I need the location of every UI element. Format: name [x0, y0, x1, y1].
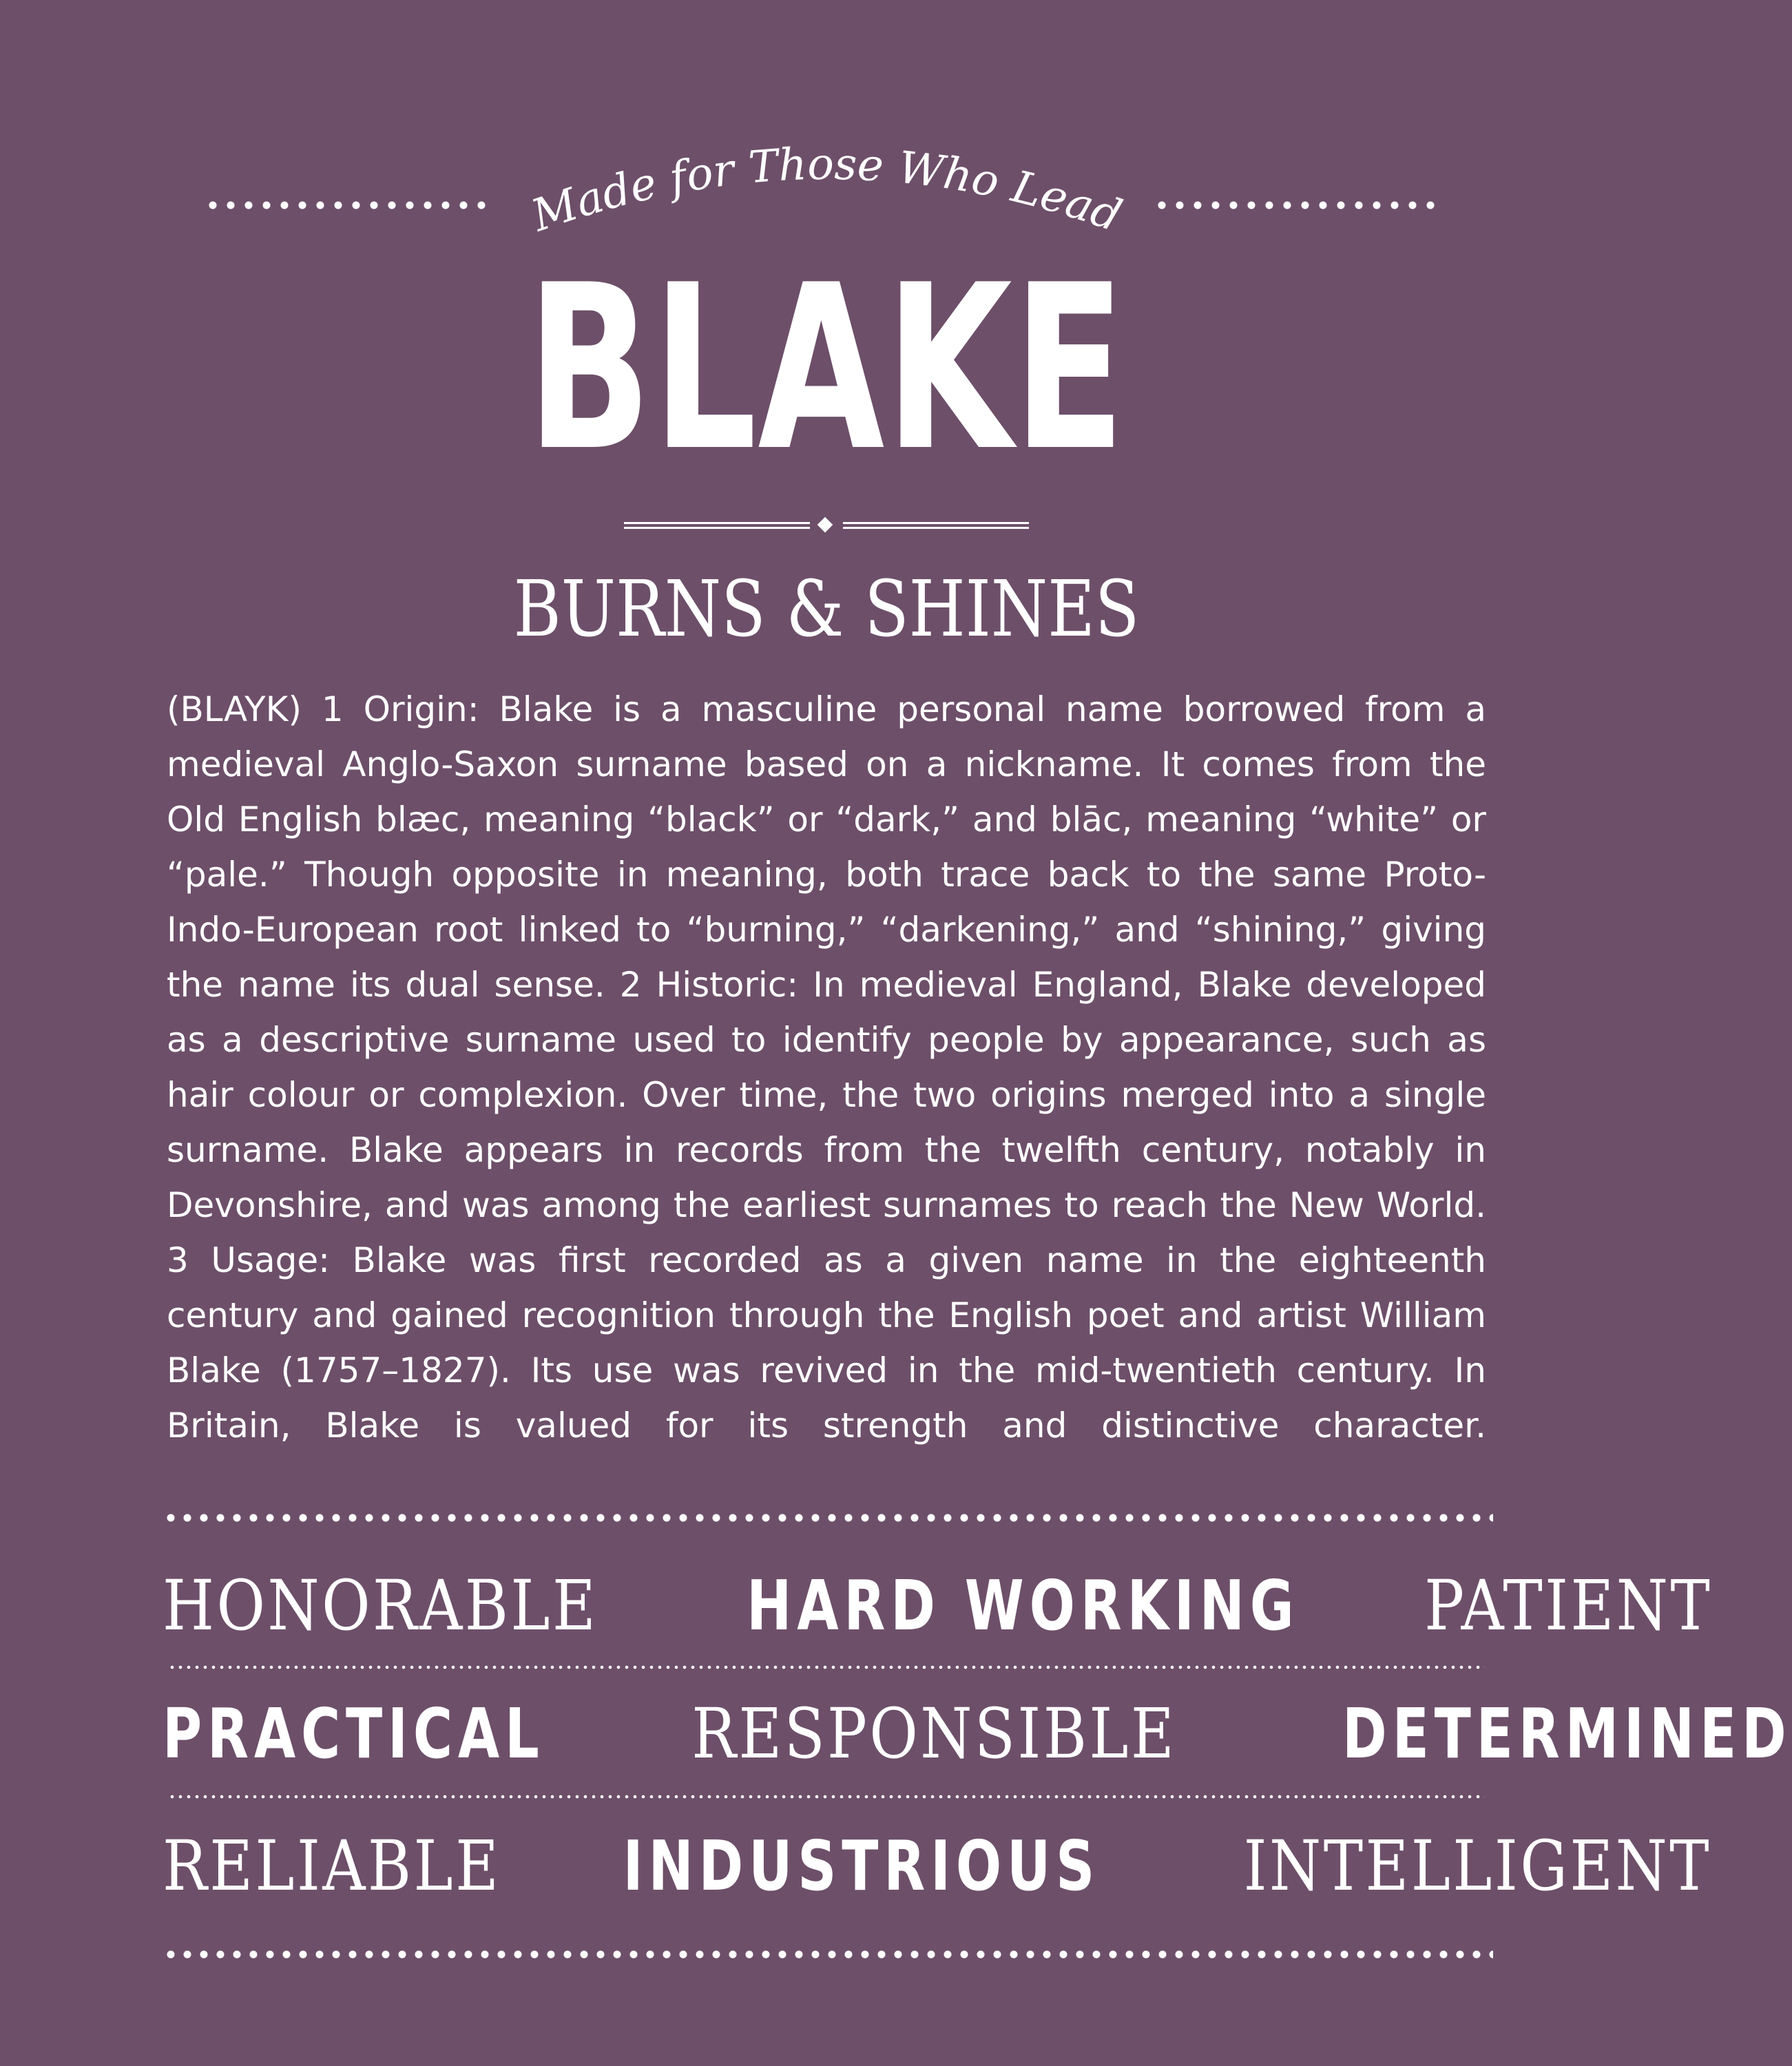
trait-patient: PATIENT [1424, 1565, 1713, 1646]
trait-honorable: HONORABLE [163, 1565, 598, 1646]
tagline-arc [523, 117, 1129, 241]
trait-responsible: RESPONSIBLE [691, 1693, 1177, 1774]
trait-practical: PRACTICAL [163, 1693, 545, 1774]
ornament-divider [624, 516, 1029, 537]
dotted-separator-1 [168, 1665, 1485, 1669]
trait-hard-working: HARD WORKING [747, 1565, 1300, 1646]
name-description: (BLAYK) 1 Origin: Blake is a masculine personal name borrowed from a medieval Anglo-Saxon surname based on a nickname. It comes from the Old English blæc, meaning “black” or “dark,” and blāc, meaning “white” or “pale.” Though opposite in meaning, both trace back to the same Proto-Indo-European root linked to “burning,” “darkening,” and “shining,” giving the name its dual sense. 2 Historic: In medieval England, Blake developed as a descriptive surname used to identify people by appearance, such as hair colour or complexion. Over time, the two origins merged into a single surname. Blake appears in records from the twelfth century, notably in Devonshire, and was among the earliest surnames to reach the New World. 3 Usage: Blake was first recorded as a given name in the eighteenth century and gained recognition through the English poet and artist William Blake (1757–1827). Its use was revived in the mid-twentieth century. In Britain, Blake is valued for its strength and distinctive character. [167, 689, 1486, 1446]
trait-industrious: INDUSTRIOUS [623, 1826, 1101, 1906]
tagline-text: Made for Those Who Lead [525, 138, 1128, 242]
diamond-icon [817, 517, 833, 533]
ornament-line-right [843, 522, 1029, 529]
traits-row-3 [163, 1818, 1712, 1914]
ornament-line-left [624, 522, 810, 529]
dotted-divider-bottom [163, 1949, 1493, 1960]
trait-intelligent: INTELLIGENT [1243, 1826, 1712, 1906]
trait-reliable: RELIABLE [163, 1826, 501, 1906]
tagline-row [0, 117, 1653, 255]
trait-determined: DETERMINED [1342, 1693, 1792, 1774]
traits-row-1 [163, 1558, 1713, 1654]
name-title: BLAKE [526, 236, 1127, 501]
name-meaning: BURNS & SHINES [513, 565, 1140, 654]
dotted-separator-2 [168, 1795, 1485, 1799]
dotted-divider-top [163, 1512, 1493, 1523]
dotted-divider-right [1153, 200, 1437, 211]
dotted-divider-left [204, 200, 488, 211]
traits-row-2 [163, 1686, 1792, 1782]
